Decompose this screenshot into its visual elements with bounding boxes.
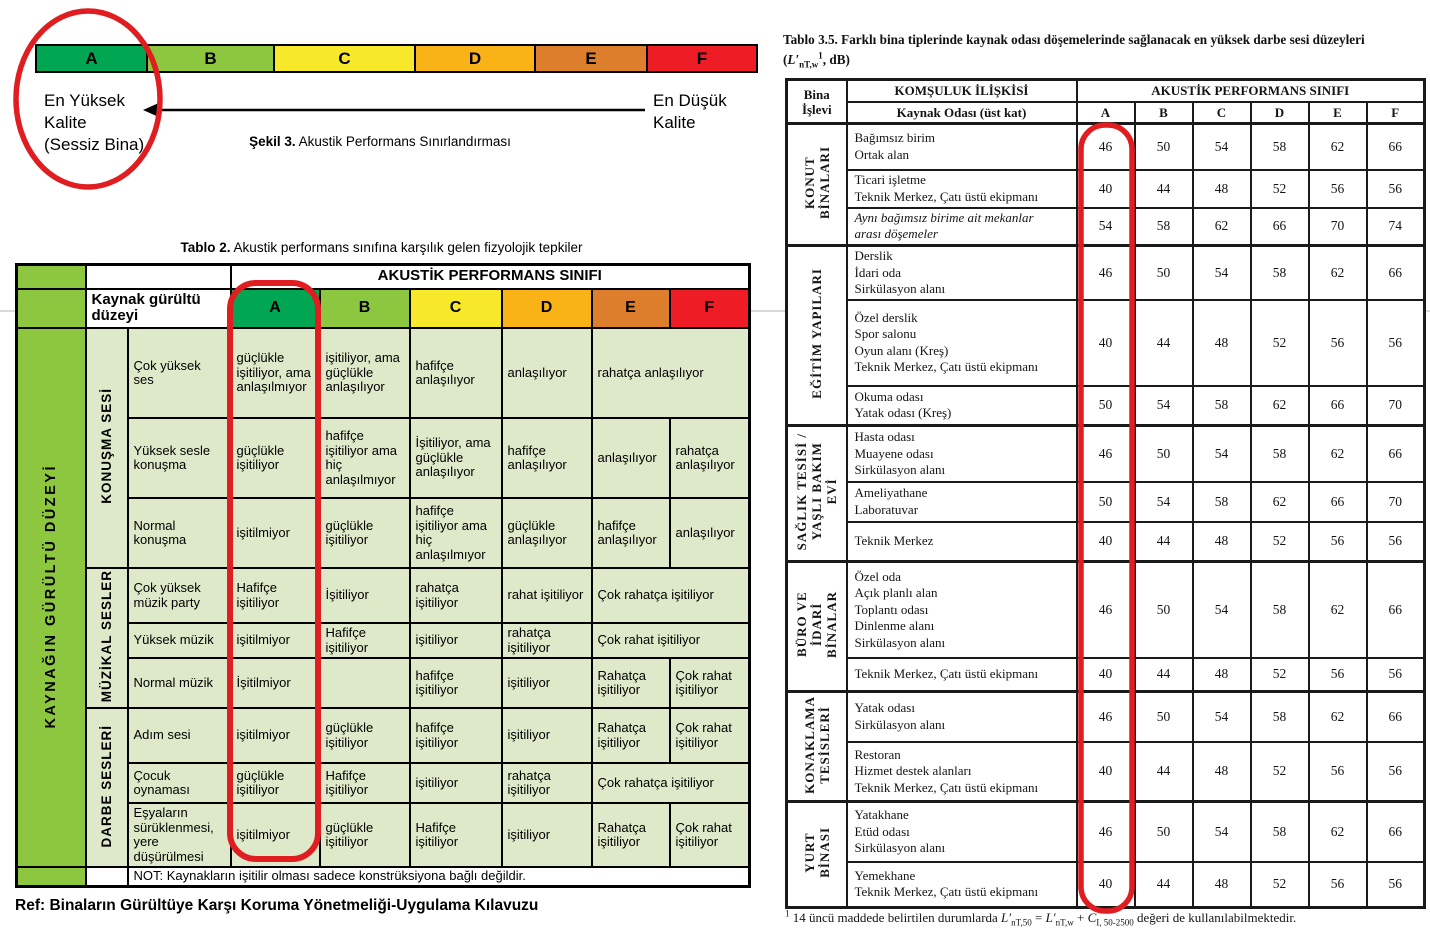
table35-value-cell: 52: [1251, 300, 1309, 386]
table35-value-cell: 44: [1135, 522, 1193, 562]
table35-value-cell: 40: [1077, 658, 1135, 692]
table2-response-cell: hafifçe işitiliyor: [410, 658, 502, 708]
table35-value-cell: 58: [1193, 386, 1251, 426]
table2-response-cell: İşitiliyor: [320, 568, 410, 623]
table35-group-label: KONUT BİNALARI: [801, 145, 832, 219]
table2-title: [15, 240, 748, 255]
table2-response-cell: Çok rahat işitiliyor: [670, 708, 750, 763]
table2-response-cell: Çok rahatça işitiliyor: [592, 568, 750, 623]
table35-source-room-header: Kaynak Odası (üst kat): [847, 102, 1077, 124]
table35-value-cell: 56: [1367, 300, 1425, 386]
table35-class-header: AKUSTİK PERFORMANS SINIFI: [1077, 80, 1425, 102]
table35-class-head-E: E: [1309, 102, 1367, 124]
table2-response-cell: hafifçe anlaşılıyor: [592, 498, 670, 568]
table2-response-cell: işitiliyor, ama güçlükle anlaşılıyor: [320, 328, 410, 418]
table35-value-cell: 56: [1367, 658, 1425, 692]
table2-group-cell: [86, 328, 128, 568]
table2-response-cell: hafifçe işitiliyor: [410, 708, 502, 763]
table2-response-cell: rahatça anlaşılıyor: [592, 328, 750, 418]
figure3-caption: [160, 134, 600, 149]
table35-room-desc: Özel derslik Spor salonu Oyun alanı (Kreş) Teknik Merkez, Çatı üstü ekipmanı: [847, 300, 1077, 386]
table35-value-cell: 46: [1077, 246, 1135, 300]
table35-class-head-C: C: [1193, 102, 1251, 124]
table2-response-cell: İşitiliyor, ama güçlükle anlaşılıyor: [410, 418, 502, 498]
table35-value-cell: 54: [1193, 802, 1251, 862]
table35-value-cell: 58: [1135, 208, 1193, 246]
table35-group-cell: [787, 802, 847, 908]
table35-value-cell: 56: [1309, 658, 1367, 692]
table35-value-cell: 48: [1193, 522, 1251, 562]
table35-value-cell: 54: [1193, 426, 1251, 482]
table35-value-cell: 56: [1309, 742, 1367, 802]
table2-response-cell: güçlükle anlaşılıyor: [502, 498, 592, 568]
table35-room-desc: Derslik İdari oda Sirkülasyon alanı: [847, 246, 1077, 300]
table35-value-cell: 50: [1077, 482, 1135, 522]
table2-response-cell: hafifçe işitiliyor ama hiç anlaşılmıyor: [410, 498, 502, 568]
table35-value-cell: 56: [1309, 300, 1367, 386]
table2-response-cell: Hafifçe işitiliyor: [410, 803, 502, 867]
table35-value-cell: 52: [1251, 658, 1309, 692]
table35-value-cell: 54: [1193, 562, 1251, 658]
table35-value-cell: 62: [1309, 692, 1367, 742]
table35-title-text: Tablo 3.5. Farklı bina tiplerinde kaynak odası döşemelerinde sağlanacak en yüksek darbe sesi düzeyleri: [783, 32, 1365, 47]
table35-group-cell: [787, 246, 847, 426]
table2-response-cell: güçlükle işitiliyor: [320, 708, 410, 763]
table2-note-spacer: [86, 867, 128, 886]
table35-value-cell: 58: [1251, 124, 1309, 170]
table35-value-cell: 48: [1193, 300, 1251, 386]
table35-footnote: $^1$ 14 üncü maddede belirtilen durumlarda $L'_{nT,50} = L'_{nT,w} + C_{I, 50-2500}$ değeri de kullanılabilmektedir.: [785, 908, 1297, 928]
table2-response-cell: Rahatça işitiliyor: [592, 708, 670, 763]
table35-value-cell: 50: [1135, 124, 1193, 170]
table35-value-cell: 50: [1135, 692, 1193, 742]
table35-group-label: YURT BİNASI: [801, 827, 832, 878]
table35-value-cell: 66: [1367, 562, 1425, 658]
table35-group-label: EĞİTİM YAPILARI: [809, 268, 825, 399]
table35-value-cell: 66: [1367, 124, 1425, 170]
table2-response-cell: güçlükle işitiliyor: [320, 803, 410, 867]
table2-response-cell: hafifçe işitiliyor ama hiç anlaşılmıyor: [320, 418, 410, 498]
table35-value-cell: 56: [1367, 522, 1425, 562]
table2-response-cell: işitiliyor: [502, 803, 592, 867]
scale-segment-D: D: [416, 46, 536, 71]
table35-value-cell: 54: [1193, 124, 1251, 170]
table35-value-cell: 56: [1309, 170, 1367, 208]
table35-value-cell: 54: [1135, 386, 1193, 426]
table2-note: NOT: Kaynakların işitilir olması sadece konstrüksiyona bağlı değildir.: [128, 867, 750, 886]
table2-response-cell: İşitilmiyor: [231, 658, 320, 708]
table35-value-cell: 44: [1135, 862, 1193, 908]
table35-value-cell: 46: [1077, 562, 1135, 658]
table35-room-desc: Özel oda Açık planlı alan Toplantı odası Dinlenme alanı Sirkülasyon alanı: [847, 562, 1077, 658]
table35-value-cell: 40: [1077, 862, 1135, 908]
table2-response-cell: işitiliyor: [410, 763, 502, 803]
table35-value-cell: 56: [1309, 522, 1367, 562]
table2-class-head-C: C: [410, 289, 502, 329]
table2-response-cell: hafifçe anlaşılıyor: [502, 418, 592, 498]
table2-group-cell: [86, 708, 128, 867]
table35-value-cell: 56: [1367, 862, 1425, 908]
table35-value-cell: 46: [1077, 802, 1135, 862]
arrow-head: [143, 102, 161, 118]
table35-room-desc: Yatak odası Sirkülasyon alanı: [847, 692, 1077, 742]
table35-room-desc: Teknik Merkez, Çatı üstü ekipmanı: [847, 658, 1077, 692]
table35-value-cell: 52: [1251, 742, 1309, 802]
table35-group-cell: [787, 562, 847, 692]
table2-response-cell: Hafifçe işitiliyor: [231, 568, 320, 623]
table35-value-cell: 58: [1193, 482, 1251, 522]
performance-scale-bar: [35, 44, 758, 73]
table35-value-cell: 46: [1077, 692, 1135, 742]
scale-segment-C: C: [275, 46, 416, 71]
table35-group-label: BÜRO VE İDARİ BİNALAR: [794, 591, 840, 658]
table35-value-cell: 66: [1367, 802, 1425, 862]
table35-value-cell: 62: [1309, 562, 1367, 658]
table35-room-desc: Yatakhane Etüd odası Sirkülasyon alanı: [847, 802, 1077, 862]
table35-relation-header: KOMŞULUK İLİŞKİSİ: [847, 80, 1077, 102]
table2-response-cell: Çok rahat işitiliyor: [592, 623, 750, 658]
table2-response-cell: Çok rahat işitiliyor: [670, 803, 750, 867]
table35-room-desc: Okuma odası Yatak odası (Kreş): [847, 386, 1077, 426]
table2-response-cell: rahatça işitiliyor: [502, 623, 592, 658]
table35-value-cell: 48: [1193, 862, 1251, 908]
scale-segment-A: A: [37, 46, 148, 71]
table2-response-cell: rahat işitiliyor: [502, 568, 592, 623]
table35-value-cell: 58: [1251, 692, 1309, 742]
table35-value-cell: 46: [1077, 426, 1135, 482]
table2-class-header: AKUSTİK PERFORMANS SINIFI: [231, 265, 750, 289]
table2-empty-header: [86, 265, 231, 289]
table2-class-head-E: E: [592, 289, 670, 329]
table35-class-head-D: D: [1251, 102, 1309, 124]
highest-quality-label: En Yüksek Kalite (Sessiz Bina): [44, 91, 145, 154]
table35-value-cell: 66: [1309, 482, 1367, 522]
table35-value-cell: 70: [1367, 482, 1425, 522]
scale-segment-B: B: [148, 46, 275, 71]
table2-class-head-A: A: [231, 289, 320, 329]
table35-value-cell: 70: [1309, 208, 1367, 246]
table35-value-cell: 54: [1193, 692, 1251, 742]
table2-response-cell: Hafifçe işitiliyor: [320, 623, 410, 658]
table2-response-cell: Çok rahatça işitiliyor: [592, 763, 750, 803]
scale-segment-F: F: [648, 46, 756, 71]
table2-source-level-header: Kaynak gürültü düzeyi: [86, 289, 231, 329]
table35-value-cell: 44: [1135, 742, 1193, 802]
table35-grid: [785, 78, 1426, 909]
table35-value-cell: 44: [1135, 658, 1193, 692]
table2-class-head-F: F: [670, 289, 750, 329]
table2-axis-cell: [17, 328, 86, 867]
table35-group-cell: [787, 426, 847, 562]
table2-row-label: Çocuk oynaması: [128, 763, 231, 803]
table35-value-cell: 40: [1077, 522, 1135, 562]
table35-group-label: SAĞLIK TESİSİ / YAŞLI BAKIM EVİ: [794, 432, 840, 551]
table35-room-desc: Restoran Hizmet destek alanları Teknik Merkez, Çatı üstü ekipmanı: [847, 742, 1077, 802]
table2-row-label: Yüksek sesle konuşma: [128, 418, 231, 498]
table2-response-cell: güçlükle işitiliyor: [320, 498, 410, 568]
scale-segment-E: E: [536, 46, 648, 71]
table35-group-cell: [787, 692, 847, 802]
table35-value-cell: 52: [1251, 862, 1309, 908]
table35-value-cell: 52: [1251, 522, 1309, 562]
table35-value-cell: 58: [1251, 246, 1309, 300]
table2-response-cell: anlaşılıyor: [592, 418, 670, 498]
table35-value-cell: 54: [1077, 208, 1135, 246]
table35-title-formula: ($L'_{nT,w}^1$, dB): [783, 50, 850, 70]
table35-value-cell: 48: [1193, 658, 1251, 692]
table2-response-cell: Hafifçe işitiliyor: [320, 763, 410, 803]
table35-class-head-A: A: [1077, 102, 1135, 124]
table35-value-cell: 40: [1077, 170, 1135, 208]
table2-row-label: Çok yüksek ses: [128, 328, 231, 418]
table35-value-cell: 58: [1251, 562, 1309, 658]
table35-value-cell: 74: [1367, 208, 1425, 246]
reference-line: Ref: Binaların Gürültüye Karşı Koruma Yönetmeliği-Uygulama Kılavuzu: [15, 897, 539, 914]
table2-response-cell: işitilmiyor: [231, 498, 320, 568]
table35-value-cell: 52: [1251, 170, 1309, 208]
table35-value-cell: 50: [1077, 386, 1135, 426]
table35-group-cell: [787, 124, 847, 246]
table35-value-cell: 48: [1193, 170, 1251, 208]
table2-response-cell: işitiliyor: [502, 658, 592, 708]
table2: [15, 263, 751, 888]
table2-row-label: Normal konuşma: [128, 498, 231, 568]
table35-class-head-B: B: [1135, 102, 1193, 124]
table35-value-cell: 44: [1135, 300, 1193, 386]
table35-value-cell: 54: [1135, 482, 1193, 522]
table35-group-label: KONAKLAMA TESİSLERİ: [801, 695, 832, 794]
table35-value-cell: 50: [1135, 562, 1193, 658]
table2-row-label: Yüksek müzik: [128, 623, 231, 658]
table2-row-label: Normal müzik: [128, 658, 231, 708]
table2-response-cell: Rahatça işitiliyor: [592, 658, 670, 708]
table2-group-label: DARBE SESLERİ: [99, 724, 114, 848]
table35-value-cell: 62: [1251, 386, 1309, 426]
table35-value-cell: 70: [1367, 386, 1425, 426]
table35-room-desc: Hasta odası Muayene odası Sirkülasyon alanı: [847, 426, 1077, 482]
table35-value-cell: 56: [1309, 862, 1367, 908]
table35-room-desc: Ticari işletme Teknik Merkez, Çatı üstü ekipmanı: [847, 170, 1077, 208]
table35-title: [783, 30, 1430, 70]
table35-value-cell: 58: [1251, 426, 1309, 482]
table2-response-cell: işitiliyor: [502, 708, 592, 763]
table35: [785, 78, 1426, 909]
table35-value-cell: 40: [1077, 300, 1135, 386]
table2-response-cell: güçlükle işitiliyor: [231, 763, 320, 803]
lowest-quality-label: En Düşük Kalite: [653, 91, 727, 132]
table35-value-cell: 66: [1367, 692, 1425, 742]
table2-corner-green: [17, 265, 86, 289]
table35-value-cell: 50: [1135, 246, 1193, 300]
table35-value-cell: 46: [1077, 124, 1135, 170]
table2-response-cell: işitilmiyor: [231, 708, 320, 763]
table2-response-cell: Rahatça işitiliyor: [592, 803, 670, 867]
table35-value-cell: 66: [1367, 426, 1425, 482]
table2-response-cell: rahatça işitiliyor: [502, 763, 592, 803]
table2-row-label: Eşyaların sürüklenmesi, yere düşürülmesi: [128, 803, 231, 867]
table35-room-desc: Aynı bağımsız birime ait mekanlar arası döşemeler: [847, 208, 1077, 246]
table2-row-label: Çok yüksek müzik party: [128, 568, 231, 623]
table2-response-cell: işitilmiyor: [231, 803, 320, 867]
figure3-caption-number: Şekil 3.: [249, 134, 296, 149]
table35-value-cell: 62: [1309, 124, 1367, 170]
table35-value-cell: 56: [1367, 742, 1425, 802]
table35-value-cell: 56: [1367, 170, 1425, 208]
table35-value-cell: 50: [1135, 426, 1193, 482]
table2-response-cell: [320, 658, 410, 708]
table2-response-cell: rahatça anlaşılıyor: [670, 418, 750, 498]
table2-response-cell: işitilmiyor: [231, 623, 320, 658]
table2-corner-green: [17, 289, 86, 329]
table2-group-cell: [86, 568, 128, 708]
table35-value-cell: 48: [1193, 742, 1251, 802]
table2-note-green: [17, 867, 86, 886]
table35-value-cell: 62: [1309, 802, 1367, 862]
table2-response-cell: güçlükle işitiliyor, ama anlaşılmıyor: [231, 328, 320, 418]
table35-value-cell: 66: [1367, 246, 1425, 300]
table2-response-cell: işitiliyor: [410, 623, 502, 658]
table2-response-cell: güçlükle işitiliyor: [231, 418, 320, 498]
table35-value-cell: 40: [1077, 742, 1135, 802]
table2-class-head-D: D: [502, 289, 592, 329]
table35-value-cell: 66: [1309, 386, 1367, 426]
table35-room-desc: Teknik Merkez: [847, 522, 1077, 562]
table35-value-cell: 58: [1251, 802, 1309, 862]
table35-value-cell: 62: [1251, 482, 1309, 522]
table2-response-cell: rahatça işitiliyor: [410, 568, 502, 623]
table2-group-label: KONUŞMA SESİ: [99, 388, 114, 505]
table35-room-desc: Yemekhane Teknik Merkez, Çatı üstü ekipmanı: [847, 862, 1077, 908]
table35-room-desc: Bağımsız birim Ortak alan: [847, 124, 1077, 170]
table35-value-cell: 54: [1193, 246, 1251, 300]
table35-value-cell: 44: [1135, 170, 1193, 208]
table2-class-head-B: B: [320, 289, 410, 329]
table2-grid: [15, 263, 751, 888]
table2-title-number: Tablo 2.: [180, 240, 231, 255]
table2-axis-label: KAYNAĞIN GÜRÜLTÜ DÜZEYİ: [42, 463, 59, 729]
table2-response-cell: hafifçe anlaşılıyor: [410, 328, 502, 418]
table2-response-cell: Çok rahat işitiliyor: [670, 658, 750, 708]
table35-value-cell: 62: [1193, 208, 1251, 246]
table35-value-cell: 62: [1309, 426, 1367, 482]
table35-value-cell: 66: [1251, 208, 1309, 246]
table35-value-cell: 50: [1135, 802, 1193, 862]
table35-building-function-header: Bina İşlevi: [787, 80, 847, 124]
table2-response-cell: anlaşılıyor: [502, 328, 592, 418]
table35-value-cell: 62: [1309, 246, 1367, 300]
table2-title-text: Akustik performans sınıfına karşılık gelen fizyolojik tepkiler: [230, 240, 583, 255]
table2-response-cell: anlaşılıyor: [670, 498, 750, 568]
table35-class-head-F: F: [1367, 102, 1425, 124]
figure3-caption-text: Akustik Performans Sınırlandırması: [295, 134, 511, 149]
table2-group-label: MÜZİKAL SESLER: [99, 570, 114, 703]
table35-room-desc: Ameliyathane Laboratuvar: [847, 482, 1077, 522]
table2-row-label: Adım sesi: [128, 708, 231, 763]
